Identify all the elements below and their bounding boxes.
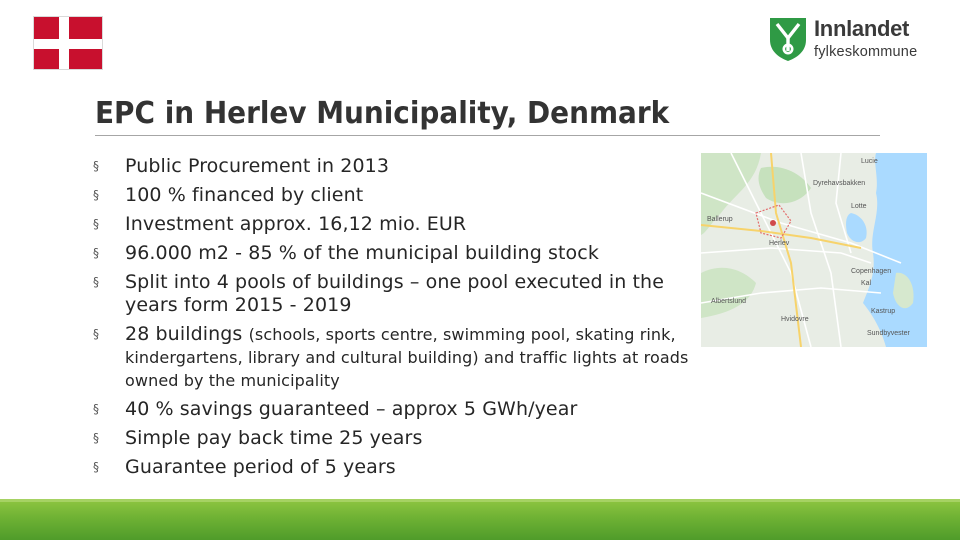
bullet-marker: § <box>93 159 100 173</box>
shield-icon <box>768 16 808 62</box>
map-label: Lotte <box>851 203 867 210</box>
map-image <box>701 153 927 347</box>
title-divider <box>95 135 880 136</box>
footer-bar <box>0 499 960 540</box>
map-graphic <box>701 153 927 347</box>
logo-name: Innlandet <box>814 16 910 41</box>
bullet-list <box>93 155 703 485</box>
list-item: § 40 % savings guaranteed – approx 5 GWh/year <box>93 398 578 420</box>
map-label: Albertslund <box>711 298 747 305</box>
map-label: Kastrup <box>871 308 896 315</box>
list-item: § Guarantee period of 5 years <box>93 456 396 478</box>
bullet-marker: § <box>93 188 100 202</box>
map-label: Hvidovre <box>781 316 809 323</box>
bullet-marker: § <box>93 431 100 445</box>
map-label: Herlev <box>769 240 790 247</box>
list-item: § 96.000 m2 - 85 % of the municipal building stock <box>93 242 599 264</box>
bullet-marker: § <box>93 327 100 341</box>
bullet-marker: § <box>93 275 100 289</box>
list-item: § Investment approx. 16,12 mio. EUR <box>93 213 467 235</box>
list-item: § Split into 4 pools of buildings – one pool executed in the years form 2015 - 2019 <box>93 271 664 316</box>
list-item: § 28 buildings (schools, sports centre, swimming pool, skating rink, kindergartens, library and cultural building) and traffic lights at roads owned by the municipality <box>93 323 689 390</box>
list-item: § Simple pay back time 25 years <box>93 427 423 449</box>
bullet-marker: § <box>93 246 100 260</box>
footer-highlight <box>0 499 960 502</box>
map-label: Kal <box>861 280 872 287</box>
bullet-marker: § <box>93 217 100 231</box>
flag-cross-horizontal <box>34 39 102 49</box>
map-label: Lucie <box>861 158 878 165</box>
map-label: Sundbyvester <box>867 330 910 337</box>
bullet-marker: § <box>93 402 100 416</box>
slide-title: EPC in Herlev Municipality, Denmark <box>95 96 670 131</box>
map-label: Dyrehavsbakken <box>813 180 866 187</box>
bullet-marker: § <box>93 460 100 474</box>
denmark-flag <box>33 16 103 70</box>
list-item: § Public Procurement in 2013 <box>93 155 390 177</box>
innlandet-logo <box>768 14 938 64</box>
map-label: Copenhagen <box>851 268 892 275</box>
list-item: § 100 % financed by client <box>93 184 364 206</box>
logo-subtitle: fylkeskommune <box>814 44 918 60</box>
map-label: Ballerup <box>707 216 733 223</box>
